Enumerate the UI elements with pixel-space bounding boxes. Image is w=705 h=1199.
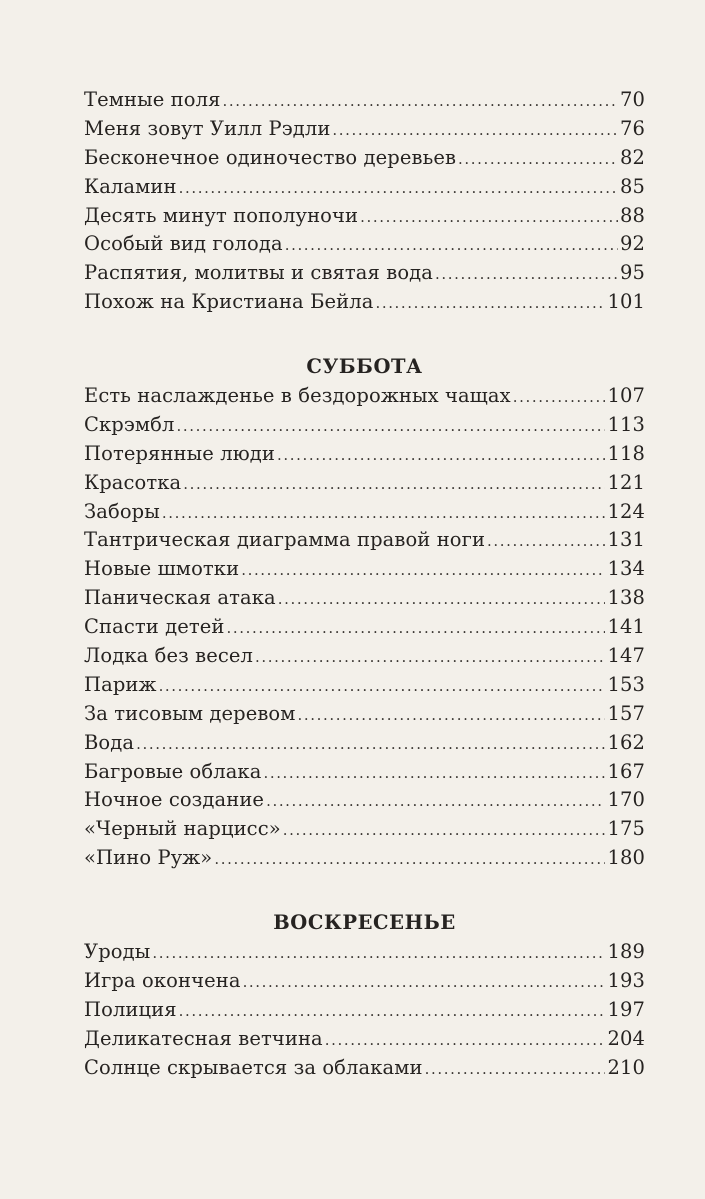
dot-leader bbox=[325, 1026, 606, 1055]
toc-entry-title: Новые шмотки bbox=[84, 557, 240, 581]
toc-entry-title: Уроды bbox=[84, 940, 151, 964]
spacer bbox=[84, 317, 645, 353]
dot-leader bbox=[179, 997, 606, 1026]
toc-entry[interactable] bbox=[84, 144, 645, 173]
toc-entry-title: Спасти детей bbox=[84, 615, 225, 639]
dot-leader bbox=[263, 759, 605, 788]
toc-entry-page: 95 bbox=[619, 261, 645, 285]
toc-entry[interactable] bbox=[84, 1025, 645, 1054]
dot-leader bbox=[360, 203, 618, 232]
toc-entry-title: Распятия, молитвы и святая вода bbox=[84, 261, 433, 285]
toc-entry[interactable] bbox=[84, 786, 645, 815]
toc-entry[interactable] bbox=[84, 288, 645, 317]
dot-leader bbox=[458, 145, 618, 174]
toc-entry[interactable] bbox=[84, 967, 645, 996]
toc-entry[interactable] bbox=[84, 86, 645, 115]
spacer bbox=[84, 873, 645, 909]
toc-entry-page: 70 bbox=[619, 88, 645, 111]
toc-entry-title: Заборы bbox=[84, 499, 160, 523]
toc-entry-title: За тисовым деревом bbox=[84, 701, 296, 725]
dot-leader bbox=[159, 672, 606, 701]
toc-entry[interactable] bbox=[84, 844, 645, 873]
toc-entry[interactable] bbox=[84, 230, 645, 259]
dot-leader bbox=[266, 787, 605, 816]
dot-leader bbox=[241, 556, 605, 585]
toc-entry[interactable] bbox=[84, 411, 645, 440]
toc-entry-title: Багровые облака bbox=[84, 759, 262, 783]
toc-entry-title: Вода bbox=[84, 730, 135, 754]
toc-entry[interactable] bbox=[84, 526, 645, 555]
dot-leader bbox=[243, 968, 606, 997]
toc-entry-page: 141 bbox=[607, 615, 645, 639]
toc-entry[interactable] bbox=[84, 469, 645, 498]
toc-entry[interactable] bbox=[84, 115, 645, 144]
dot-leader bbox=[255, 643, 605, 672]
toc-list-continued bbox=[84, 86, 645, 317]
toc-entry-page: 85 bbox=[619, 174, 645, 198]
toc-entry-title: Тантрическая диаграмма правой ноги bbox=[84, 528, 486, 552]
toc-entry-page: 82 bbox=[619, 145, 645, 169]
toc-entry-page: 210 bbox=[607, 1055, 645, 1079]
toc-entry[interactable] bbox=[84, 671, 645, 700]
dot-leader bbox=[375, 289, 605, 318]
toc-entry[interactable] bbox=[84, 202, 645, 231]
toc-entry-title: «Пино Руж» bbox=[84, 846, 213, 870]
dot-leader bbox=[285, 231, 618, 260]
toc-entry[interactable] bbox=[84, 1054, 645, 1083]
dot-leader bbox=[277, 441, 605, 470]
dot-leader bbox=[332, 116, 618, 145]
toc-entry[interactable] bbox=[84, 173, 645, 202]
toc-entry[interactable] bbox=[84, 555, 645, 584]
toc-entry-title: Каламин bbox=[84, 174, 177, 198]
toc-entry-title: Темные поля bbox=[84, 88, 221, 111]
toc-entry-page: 170 bbox=[607, 788, 645, 812]
toc-entry[interactable] bbox=[84, 996, 645, 1025]
toc-entry[interactable] bbox=[84, 729, 645, 758]
toc-entry-page: 134 bbox=[607, 557, 645, 581]
section-heading-saturday: СУББОТА bbox=[306, 355, 423, 379]
toc-entry[interactable] bbox=[84, 642, 645, 671]
toc-list-saturday bbox=[84, 382, 645, 873]
dot-leader bbox=[425, 1055, 606, 1084]
toc-entry[interactable] bbox=[84, 938, 645, 967]
dot-leader bbox=[177, 412, 606, 441]
dot-leader bbox=[214, 845, 605, 874]
dot-leader bbox=[487, 527, 605, 556]
dot-leader bbox=[223, 87, 618, 116]
toc-entry-page: 204 bbox=[607, 1026, 645, 1050]
dot-leader bbox=[179, 174, 618, 203]
dot-leader bbox=[152, 939, 605, 968]
toc-entry-page: 107 bbox=[607, 384, 645, 408]
toc-entry-title: Есть наслажденье в бездорожных чащах bbox=[84, 384, 511, 408]
toc-entry[interactable] bbox=[84, 259, 645, 288]
toc-entry-page: 113 bbox=[607, 412, 645, 436]
toc-entry-title: Потерянные люди bbox=[84, 441, 275, 465]
dot-leader bbox=[298, 701, 606, 730]
toc-entry-page: 121 bbox=[607, 470, 645, 494]
toc-entry-page: 197 bbox=[607, 997, 645, 1021]
toc-entry[interactable] bbox=[84, 815, 645, 844]
toc-entry-title: Скрэмбл bbox=[84, 412, 175, 436]
toc-entry-title: Красотка bbox=[84, 470, 182, 494]
toc-entry-page: 162 bbox=[607, 730, 645, 754]
toc-entry-title: Игра окончена bbox=[84, 968, 241, 992]
toc-entry[interactable] bbox=[84, 613, 645, 642]
toc-entry-title: Полиция bbox=[84, 997, 177, 1021]
dot-leader bbox=[183, 470, 605, 499]
toc-entry[interactable] bbox=[84, 498, 645, 527]
toc-entry-title: Меня зовут Уилл Рэдли bbox=[84, 116, 331, 140]
dot-leader bbox=[227, 614, 606, 643]
toc-entry-page: 131 bbox=[607, 528, 645, 552]
section-heading-sunday: ВОСКРЕСЕНЬЕ bbox=[273, 911, 456, 935]
toc-entry[interactable] bbox=[84, 758, 645, 787]
toc-entry-page: 193 bbox=[607, 968, 645, 992]
dot-leader bbox=[136, 730, 605, 759]
toc-entry-title: Бесконечное одиночество деревьев bbox=[84, 145, 457, 169]
toc-entry-page: 92 bbox=[619, 232, 645, 256]
toc-entry-page: 153 bbox=[607, 672, 645, 696]
dot-leader bbox=[162, 499, 606, 528]
toc-entry-title: Десять минут пополуночи bbox=[84, 203, 359, 227]
toc-entry-page: 101 bbox=[607, 290, 645, 314]
toc-entry-page: 88 bbox=[619, 203, 645, 227]
toc-entry-page: 124 bbox=[607, 499, 645, 523]
toc-entry-page: 147 bbox=[607, 644, 645, 668]
toc-entry[interactable] bbox=[84, 382, 645, 411]
toc-entry-title: Париж bbox=[84, 672, 157, 696]
toc-list-sunday bbox=[84, 938, 645, 1082]
toc-entry-title: Лодка без весел bbox=[84, 644, 254, 668]
dot-leader bbox=[513, 383, 606, 412]
dot-leader bbox=[283, 816, 606, 845]
toc-entry-page: 138 bbox=[607, 586, 645, 610]
dot-leader bbox=[435, 260, 618, 289]
toc-entry-title: Похож на Кристиана Бейла bbox=[84, 290, 374, 314]
toc-entry[interactable] bbox=[84, 584, 645, 613]
toc-entry-title: Солнце скрывается за облаками bbox=[84, 1055, 423, 1079]
toc-entry-title: Ночное создание bbox=[84, 788, 265, 812]
toc-entry-page: 157 bbox=[607, 701, 645, 725]
toc-entry-page: 175 bbox=[607, 817, 645, 841]
toc-entry-title: Паническая атака bbox=[84, 586, 276, 610]
toc-entry-title: «Черный нарцисс» bbox=[84, 817, 281, 841]
toc-entry-page: 167 bbox=[607, 759, 645, 783]
toc-entry[interactable] bbox=[84, 700, 645, 729]
toc-entry-page: 76 bbox=[619, 116, 645, 140]
toc-entry-page: 189 bbox=[607, 940, 645, 964]
toc-entry-page: 118 bbox=[607, 441, 645, 465]
toc-entry[interactable] bbox=[84, 440, 645, 469]
toc-entry-page: 180 bbox=[607, 846, 645, 870]
toc-entry-title: Особый вид голода bbox=[84, 232, 283, 256]
toc-entry-title: Деликатесная ветчина bbox=[84, 1026, 323, 1050]
dot-leader bbox=[278, 585, 606, 614]
